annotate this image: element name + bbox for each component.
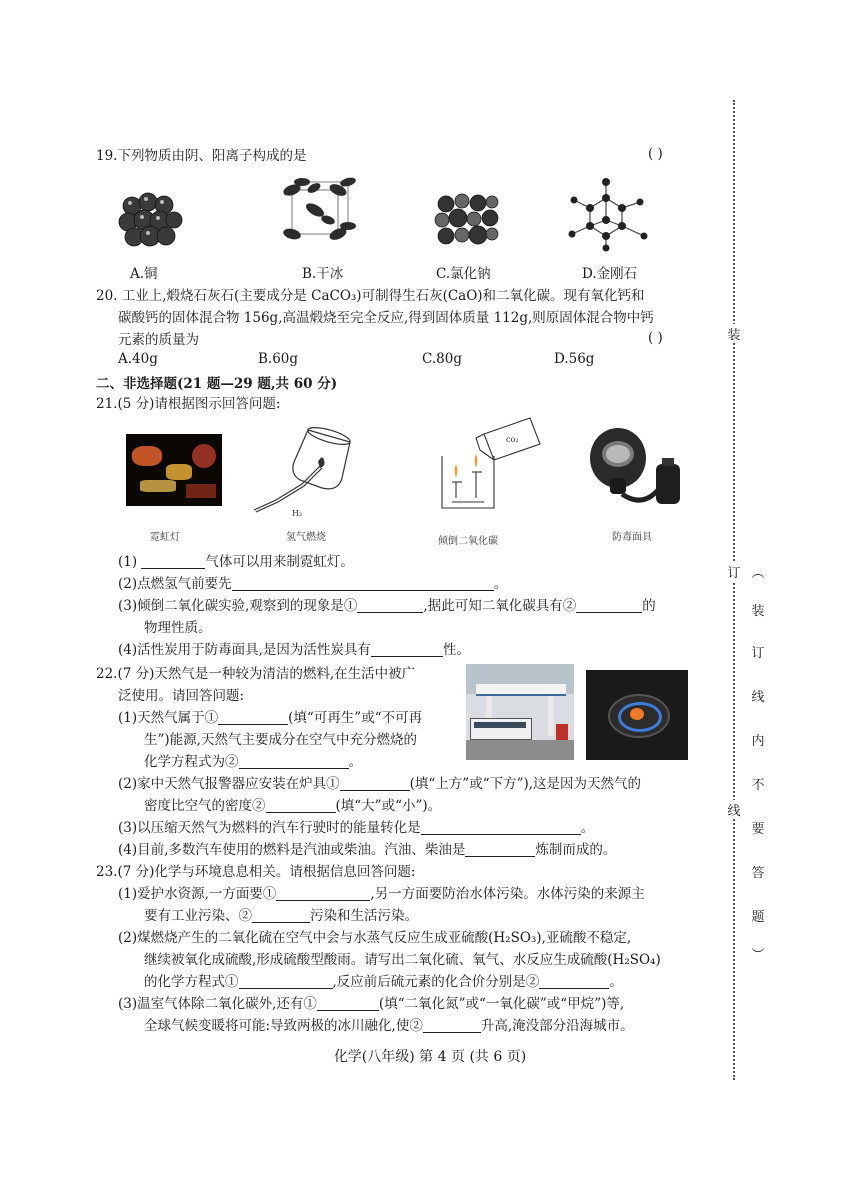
q22-line-5: 化学方程式为② 。	[144, 754, 362, 770]
dry-ice-structure-image	[278, 176, 358, 252]
hydrogen-burning-diagram	[246, 422, 376, 518]
q22-blank-2a[interactable]	[340, 776, 410, 791]
q20-option-c[interactable]: C.80g	[422, 351, 462, 367]
copper-structure-image	[118, 190, 184, 252]
q19-option-b[interactable]: B.干冰	[302, 266, 344, 282]
q20-answer-paren[interactable]: ( )	[648, 330, 663, 346]
q22-part-3: (3)以压缩天然气为燃料的汽车行驶时的能量转化是 。	[118, 820, 595, 836]
caption-neon-light: 霓虹灯	[150, 532, 180, 543]
q21-blank-1[interactable]	[141, 554, 205, 569]
q22-blank-1a[interactable]	[218, 710, 288, 725]
q23-part-2: (2)煤燃烧产生的二氧化硫在空气中会与水蒸气反应生成亚硫酸(H₂SO₃),亚硫酸不稳定,	[118, 930, 632, 946]
h2-label: H₂	[292, 509, 303, 518]
q22-line-4: 生”)能源,天然气主要成分在空气中充分燃烧的	[144, 732, 417, 748]
q21-blank-3b[interactable]	[576, 598, 642, 613]
q21-blank-4[interactable]	[371, 642, 443, 657]
q23-part-1-cont: 要有工业污染、② 污染和生活污染。	[144, 908, 418, 924]
q23-part-2-line-3: 的化学方程式① ,反应前后硫元素的化合价分别是② 。	[144, 974, 623, 990]
q23-blank-3b[interactable]	[423, 1018, 481, 1033]
q22-blank-4[interactable]	[465, 842, 535, 857]
section-heading: 二、非选择题(21 题—29 题,共 60 分)	[96, 376, 338, 392]
q23-part-2-line-2: 继续被氧化成硫酸,形成硫酸型酸雨。请写出二氧化硫、氧气、水反应生成硫酸(H₂SO₄)	[144, 952, 661, 968]
q20-option-a[interactable]: A.40g	[118, 351, 158, 367]
gas-burner-photo	[586, 670, 688, 760]
q19-option-a[interactable]: A.铜	[130, 266, 158, 282]
q21-stem: 21.(5 分)请根据图示回答问题:	[96, 396, 281, 412]
q22-part-4: (4)目前,多数汽车使用的燃料是汽油或柴油。汽油、柴油是 炼制而成的。	[118, 842, 617, 858]
caption-hydrogen-burning: 氢气燃烧	[286, 532, 326, 543]
q21-blank-3a[interactable]	[357, 598, 423, 613]
binding-label-ding: 订	[724, 562, 744, 581]
q22-blank-2b[interactable]	[266, 798, 336, 813]
q21-part-3-cont: 物理性质。	[144, 620, 212, 636]
q21-part-3: (3)倾倒二氧化碳实验,观察到的现象是① ,据此可知二氧化碳具有② 的	[118, 598, 656, 614]
q21-part-2: (2)点燃氢气前要先 。	[118, 576, 508, 592]
q22-line-2: 泛使用。请回答问题:	[118, 688, 245, 704]
q20-option-b[interactable]: B.60g	[258, 351, 299, 367]
gas-station-photo	[466, 664, 574, 760]
q23-blank-1b[interactable]	[252, 908, 310, 923]
q23-part-1: (1)爱护水资源,一方面要① ,另一方面要防治水体污染。水体污染的来源主	[118, 886, 645, 902]
q19-stem: 19.下列物质由阴、阳离子构成的是	[96, 148, 307, 164]
q23-blank-2b[interactable]	[539, 974, 609, 989]
q23-line-1: 23.(7 分)化学与环境息息相关。请根据信息回答问题:	[96, 864, 416, 880]
binding-label-xian: 线	[724, 800, 744, 819]
q21-part-1: (1) 气体可以用来制霓虹灯。	[118, 554, 354, 570]
q23-part-3-cont: 全球气候变暖将可能:导致两极的冰川融化,使② 升高,淹没部分沿海城市。	[144, 1018, 634, 1034]
q22-part-2: (2)家中天然气报警器应安装在炉具① (填“上方”或“下方”),这是因为天然气的	[118, 776, 642, 792]
q20-line-3: 元素的质量为	[118, 332, 199, 348]
q23-part-3: (3)温室气体除二氧化碳外,还有① (填“二氧化氮”或“一氧化碳”或“甲烷”)等,	[118, 996, 625, 1012]
co2-label: co₂	[506, 435, 519, 444]
binding-dotted-line	[733, 100, 735, 1080]
pouring-co2-diagram	[432, 412, 550, 518]
q23-blank-2a[interactable]	[239, 974, 333, 989]
gas-mask-image	[582, 424, 688, 510]
q20-line-1: 20. 工业上,煅烧石灰石(主要成分是 CaCO₃)可制得生石灰(CaO)和二氧化碳。现有氧化钙和	[96, 288, 645, 304]
caption-pour-co2: 倾倒二氧化碳	[438, 536, 498, 547]
q22-part-1: (1)天然气属于① (填“可再生”或“不可再	[118, 710, 423, 726]
q20-line-2: 碳酸钙的固体混合物 156g,高温煅烧至完全反应,得到固体质量 112g,则原固体混合物中钙	[118, 310, 654, 326]
page-footer: 化学(八年级) 第 4 页 (共 6 页)	[333, 1049, 527, 1065]
q23-blank-3a[interactable]	[317, 996, 379, 1011]
q22-blank-3[interactable]	[421, 820, 581, 835]
q22-line-1: 22.(7 分)天然气是一种较为清洁的燃料,在生活中被广	[96, 666, 416, 682]
binding-label-zhuang: 装	[724, 324, 744, 343]
q19-option-c[interactable]: C.氯化钠	[436, 266, 491, 282]
neon-light-photo	[126, 434, 222, 506]
q21-part-4: (4)活性炭用于防毒面具,是因为活性炭具有 性。	[118, 642, 470, 658]
q20-option-d[interactable]: D.56g	[554, 351, 595, 367]
diamond-structure-image	[566, 176, 650, 252]
q22-part-2-cont: 密度比空气的密度② (填“大”或“小”)。	[144, 798, 442, 814]
q19-answer-paren[interactable]: ( )	[648, 146, 663, 162]
q19-option-d[interactable]: D.金刚石	[582, 266, 638, 282]
caption-gas-mask: 防毒面具	[612, 532, 652, 543]
q21-blank-2[interactable]	[232, 576, 494, 591]
sodium-chloride-structure-image	[432, 188, 502, 254]
q23-blank-1a[interactable]	[276, 886, 370, 901]
q22-blank-1b[interactable]	[239, 754, 349, 769]
